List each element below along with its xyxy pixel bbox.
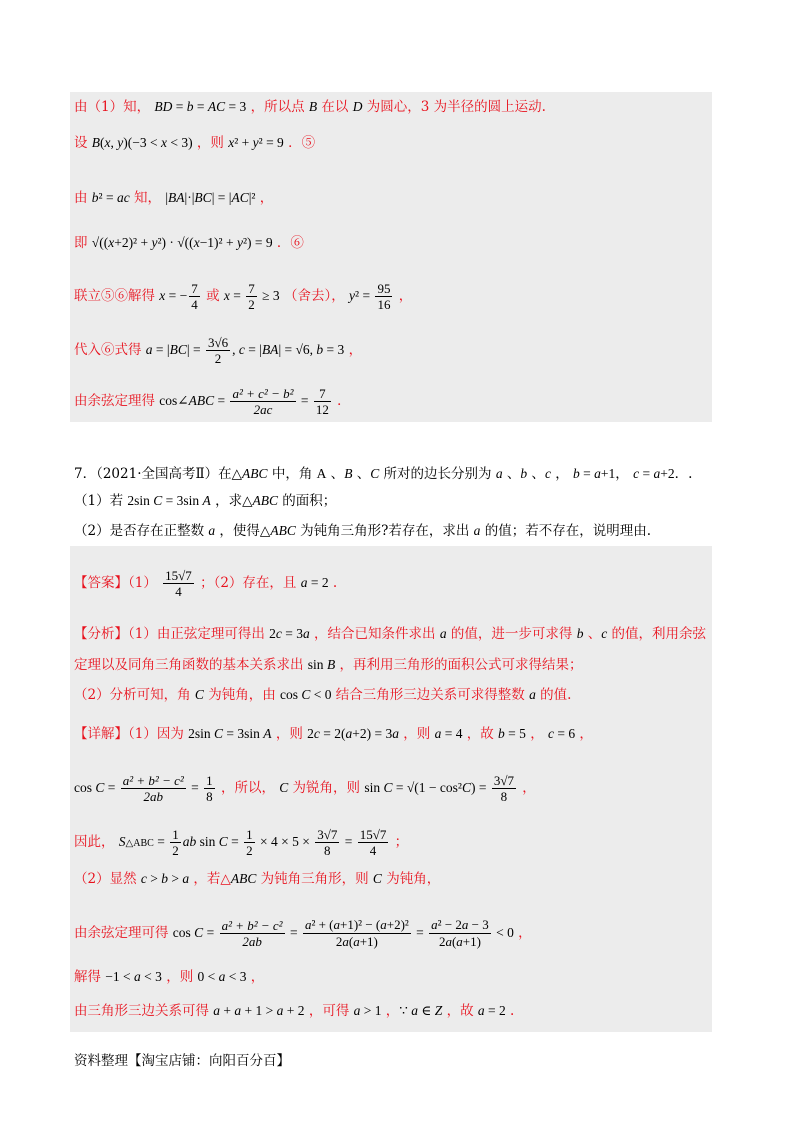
detail-line-7: 由三角形三边关系可得 a + a + 1 > a + 2 ，可得 a > 1 ，∵ a ∈ Z ，故 a = 2 . [74, 1003, 515, 1019]
solution-line-1: 由（1）知， BD = b = AC = 3 ，所以点 B 在以 D 为圆心，3 为半径的圆上运动. [74, 99, 546, 115]
answer: 【答案】（1） $\frac{15√7}{4}$ ；（2）存在，且 a = 2 . [74, 568, 338, 599]
detail-line-5: 由余弦定理可得 cos C = $\frac{\text{a² + b² − c²}}{2ab}$ = $\frac{\text{a² + (a+1)² − (a+2)²}}{2a(a+1)}$ = $\frac{\text{a² − 2a − 3}}{2a(a+1)}$ < 0 ， [74, 917, 532, 949]
detail-line-3: 因此， S△ABC = $\frac{1}{2}$ ab sin C = $\frac{1}{2}$ × 4 × 5 × $\frac{3√7}{8}$ = $\frac{15√7}{4}$ ； [74, 827, 409, 858]
solution-line-2: 设 B(x, y)(−3 < x < 3) ，则 x² + y² = 9 ．⑤ [74, 135, 316, 151]
analysis-line-2: 定理以及同角三角函数的基本关系求出 sin B ，再利用三角形的面积公式可求得结果； [74, 657, 583, 673]
detail-line-4: （2）显然 c > b > a ，若△ABC 为钝角三角形，则 C 为钝角， [74, 871, 441, 887]
footer-source: 资料整理【淘宝店铺：向阳百分百】 [74, 1053, 290, 1069]
solution-line-6: 代入⑥式得 a = |BC| = $\frac{3√6}{2}$ , c = |BA| = √6, b = 3 ， [74, 335, 363, 366]
solution-line-3: 由 b² = ac 知， |BA|·|BC| = |AC|² ， [74, 190, 274, 206]
problem-7-statement: 7．（2021·全国高考Ⅱ）在△ABC 中，角 A 、B 、C 所对的边长分别为 a 、b 、c ， b = a+1， c = a+2．. [74, 466, 693, 482]
problem-7-part-2: （2）是否存在正整数 a ，使得△ABC 为钝角三角形?若存在，求出 a 的值；若不存在，说明理由. [74, 523, 651, 539]
problem-7-part-1: （1）若 2sin C = 3sin A ，求△ABC 的面积； [74, 493, 337, 509]
analysis-line-1: 【分析】（1）由正弦定理可得出 2c = 3a ，结合已知条件求出 a 的值，进一步可求得 b 、c 的值，利用余弦 [74, 626, 707, 642]
solution-line-4: 即 √((x+2)² + y²) · √((x−1)² + y²) = 9 ．⑥ [74, 235, 304, 251]
solution-line-7: 由余弦定理得 cos∠ABC = $\frac{\text{a² + c² − b²}}{2ac}$ = $\frac{7}{12}$ ． [74, 386, 351, 417]
detail-line-6: 解得 −1 < a < 3 ，则 0 < a < 3 ， [74, 969, 265, 985]
analysis-line-3: （2）分析可知，角 C 为钝角，由 cos C < 0 结合三角形三边关系可求得整数 a 的值. [74, 687, 572, 703]
detail-line-2: cos C = $\frac{\text{a² + b² − c²}}{2ab}$ = $\frac{1}{8}$ ，所以， C 为锐角，则 sin C = √(1 − cos²C) = $\frac{3√7}{8}$ ， [74, 773, 536, 804]
solution-line-5: 联立⑤⑥解得 x = − $\frac{7}{4}$ 或 x = $\frac{7}{2}$ ≥ 3 （舍去）， y² = $\frac{95}{16}$ ， [74, 281, 413, 312]
detail-line-1: 【详解】（1）因为 2sin C = 3sin A ，则 2c = 2(a+2) = 3a ，则 a = 4 ，故 b = 5 ， c = 6 ， [74, 726, 593, 742]
